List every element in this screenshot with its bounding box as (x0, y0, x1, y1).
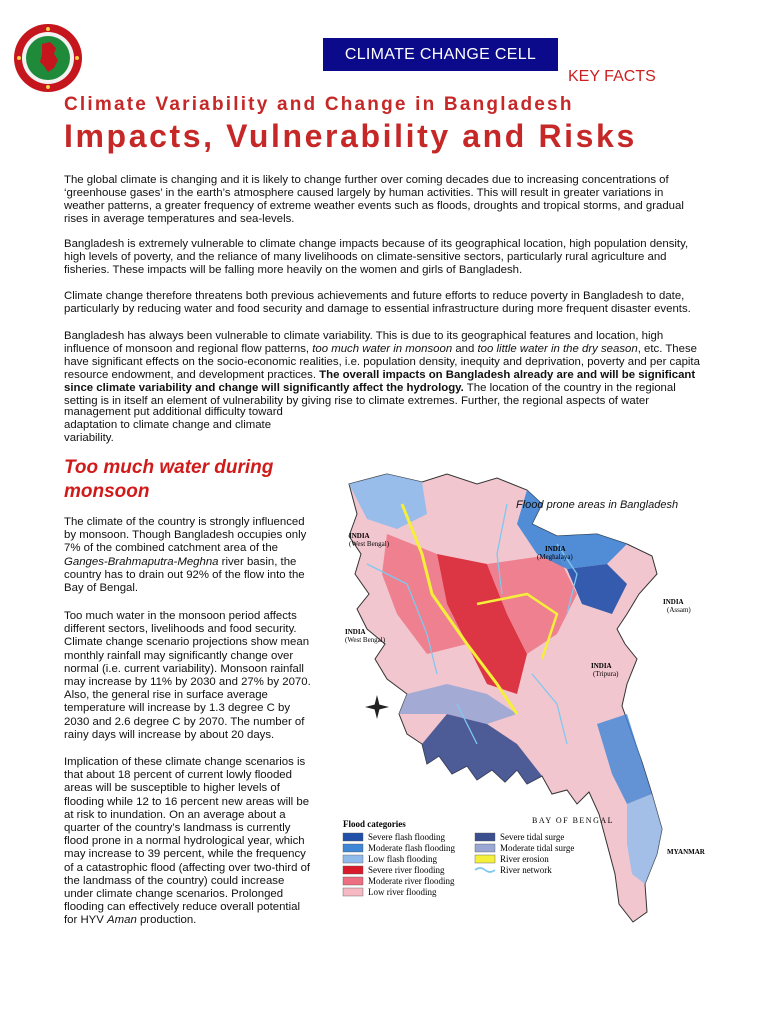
government-seal-logo (12, 22, 84, 94)
italic-run: Ganges-Brahmaputra-Meghna (64, 555, 219, 568)
legend-swatch (343, 833, 363, 841)
legend-swatch (343, 855, 363, 863)
document-subtitle: Climate Variability and Change in Bangladesh (64, 94, 574, 115)
text-run: river basin, the country has to drain out 92% of the flow into the Bay of Bengal. (64, 555, 305, 595)
text-run: The climate of the country is strongly influenced by monsoon. Though Bangladesh occupies only 7% of the combined catchment area of the (64, 516, 307, 555)
legend-swatch (475, 855, 495, 863)
legend-label: Low river flooding (368, 887, 437, 897)
map-caption: Flood prone areas in Bangladesh (516, 499, 679, 511)
legend-swatch (343, 888, 363, 896)
intro-paragraph-2: Bangladesh is extremely vulnerable to climate change impacts because of its geographical location, high population density, high levels of poverty, and the reliance of many livelihoods on climate-sensitive sectors, particularly rural agriculture and fisheries. These impacts will be falling more heavily on the women and girls of Bangladesh. (64, 238, 689, 276)
legend-label: Low flash flooding (368, 854, 437, 864)
intro-paragraph-1: The global climate is changing and it is likely to change further over coming decades due to increasing concentrations of ‘greenhouse gases’ in the earth’s atmosphere caused largely by human activities. This will result in greater variations in weather patterns, a greater frequency of extreme weather events such as floods, droughts and tropical storms, and gradual rises in average temperatures and sea-levels. (64, 174, 684, 225)
legend-label: Severe flash flooding (368, 832, 445, 842)
map-label-meghalaya: (Meghalaya) (537, 553, 573, 561)
legend-label: Moderate flash flooding (368, 843, 455, 853)
legend-swatch (343, 866, 363, 874)
intro-paragraph-4 (64, 330, 704, 408)
text-run: Bangladesh has always been vulnerable to climate variability. This is due to its geographical features and location, high influence of monsoon and regional flow patterns, (64, 330, 664, 355)
legend-swatch (475, 844, 495, 852)
map-label-west-bengal-2: (West Bengal) (345, 636, 386, 644)
key-facts-label: KEY FACTS (568, 68, 656, 85)
climate-change-cell-banner: CLIMATE CHANGE CELL (323, 38, 558, 71)
map-label-india-meghalaya: INDIA (545, 545, 566, 553)
map-label-myanmar: MYANMAR (667, 848, 705, 856)
section-paragraph-2: Too much water in the monsoon period affects different sectors, livelihoods and food security. Climate change scenario projections show mean monthly rainfall may significantly change over normal (i.e. current variability). Monsoon rainfall may increase by 11% by 2030 and 27% by 2070. Also, the general rise in surface average temperature will increase by 1.3 degree C by 2030 and 2.6 degree C by 2070. The number of rainy days will increase by about 20 days. (64, 610, 311, 741)
flood-map (327, 444, 727, 972)
map-label-west-bengal: (West Bengal) (349, 540, 390, 548)
map-label-tripura: (Tripura) (593, 670, 619, 678)
section-heading: Too much water during monsoon (64, 457, 274, 502)
legend-label: Moderate tidal surge (500, 843, 575, 853)
intro-paragraph-3: Climate change therefore threatens both previous achievements and future efforts to reduce poverty in Bangladesh to date, particularly by reducing water and food security and damage to essential infrastructure during more frequent disaster events. (64, 290, 691, 315)
text-run: , etc. These have significant effects on the socio-economic realities, i.e. population density, inequity and deprivation, poverty and per capita resource endowment, and development practices. (64, 343, 700, 381)
legend-swatch (343, 844, 363, 852)
map-label-india-assam: INDIA (663, 598, 684, 606)
legend-label: Severe river flooding (368, 865, 445, 875)
map-label-assam: (Assam) (667, 606, 691, 614)
text-run: The location of the country in the regional setting is in itself an element of vulnerability by giving rise to climate extremes. Further, the regional aspects of water (64, 382, 676, 407)
legend-label: River erosion (500, 854, 549, 864)
map-label-bay-of-bengal: BAY OF BENGAL (532, 816, 615, 825)
legend-label: River network (500, 865, 552, 875)
map-label-india-tripura: INDIA (591, 662, 612, 670)
text-run: Implication of these climate change scenarios is that about 18 percent of current lowly flooded areas will be susceptible to higher levels of flooding while 12 to 16 percent new areas will be at risk to inundation. On an average about a quarter of the country’s landmass is currently flood prone in a normal hydrological year, which may increase to 39 percent, while the frequency of a catastrophic flood (affecting over two-third of the landmass of the country) could increase under climate change scenarios. Prolonged flooding can effectively reduce overall potential for HYV (64, 756, 311, 927)
legend-label: Severe tidal surge (500, 832, 565, 842)
italic-run: too much water in monsoon (312, 343, 453, 355)
intro-paragraph-4-continued: management put additional difficulty toward adaptation to climate change and climate variability. (64, 406, 283, 444)
legend-swatch (475, 833, 495, 841)
italic-run: Aman (107, 914, 137, 927)
map-label-india-west-bengal-2: INDIA (345, 628, 366, 636)
legend-title: Flood categories (343, 819, 406, 829)
italic-run: too little water in the dry season (477, 343, 638, 355)
text-run: production. (136, 914, 197, 927)
map-label-india-west-bengal: INDIA (349, 532, 370, 540)
legend-label: Moderate river flooding (368, 876, 455, 886)
section-paragraph-3 (64, 756, 312, 928)
section-paragraph-1 (64, 516, 312, 595)
document-title: Impacts, Vulnerability and Risks (64, 118, 637, 154)
legend-swatch (343, 877, 363, 885)
text-run: and (452, 343, 478, 355)
bold-run: The overall impacts on Bangladesh already are and will be significant since climate variability and change will significantly affect the hydrology. (64, 369, 696, 394)
